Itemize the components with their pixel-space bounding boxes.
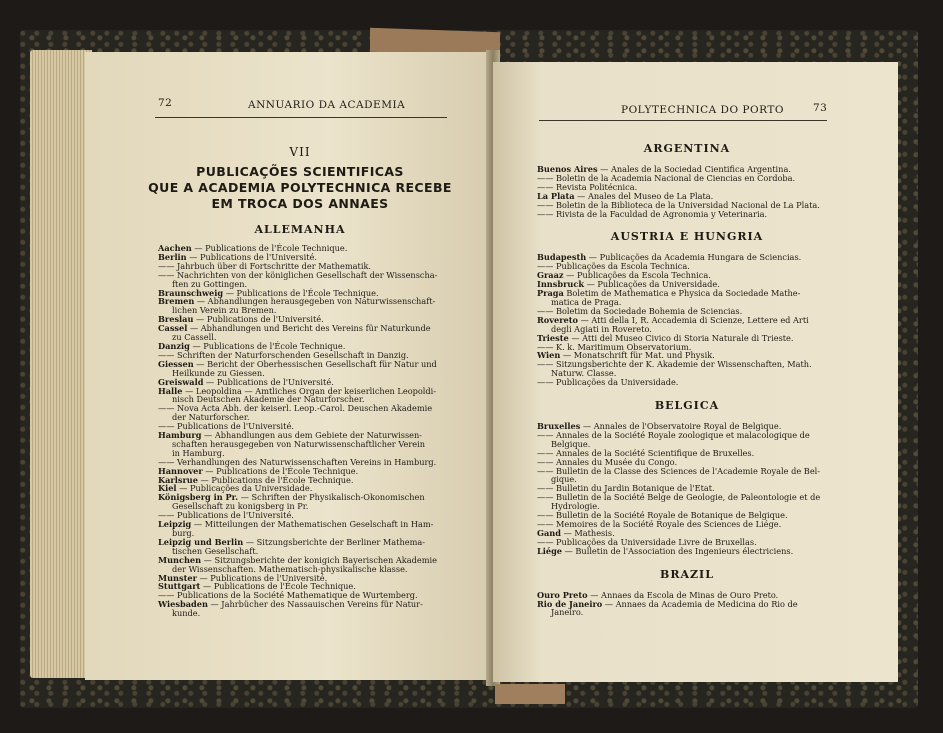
entry-place: Königsberg in Pr. [158,492,239,503]
entry-text: —— Rivista de la Faculdad de Agronomia y Veterinaria. [537,208,768,219]
entry-place: Braunschweig [158,287,224,298]
page-number: 72 [158,97,173,109]
entry-text: —— Publicações da Universidade Livre de Bruxellas. [537,536,757,547]
running-head: ANNUARIO DA ACADEMIA [248,99,406,111]
entry [158,520,437,529]
entry-place: Praga [537,288,564,299]
entry-place: Liége [537,545,563,556]
entry-place: Graaz [537,270,564,281]
running-head: POLYTECHNICA DO PORTO [621,104,784,116]
entry-place: Wien [537,350,561,361]
left-page [85,52,493,680]
entry-place: Munster [158,572,197,583]
entry-text: — Mitteilungen der Mathematischen Geselschaft in Ham- [191,519,434,530]
entry-text: — Publicações da Universidade. [584,279,720,290]
entry-text: —— Nachrichten von der königlichen Gesellschaft der Wissenscha- [158,269,438,280]
entry-place: La Plata [537,190,575,201]
entry-list [537,422,837,556]
entry-text: — Publications de l'Université. [186,251,317,262]
entry-continuation: ften zu Gottingen. [172,278,248,289]
entry-text: — Publications de l'Université. [203,376,334,387]
entry-continuation: Heilkunde zu Giessen. [172,367,265,378]
page-number: 73 [813,102,828,114]
entry-place: Leipzig [158,519,192,530]
entry-place: Buenos Aires [537,164,598,174]
entry-continuation: Belgique. [551,438,591,449]
entry-place: Aachen [158,243,192,253]
page-edges [30,50,92,678]
section-title-line: PUBLICAÇÕES SCIENTIFICAS [196,164,404,179]
entry-text: Boletim de Mathematica e Physica da Sociedade Mathe- [563,288,801,299]
entry-place: Cassel [158,323,188,334]
entry-text: —— Annales de la Société Scientifique de Bruxelles. [537,447,755,458]
entry-text: —— Schriften der Naturforschenden Gesellschaft in Danzig. [158,349,409,360]
entry-text: —— Annales du Musée du Congo. [537,456,678,467]
entry-continuation: gique. [551,474,577,485]
entry-place: Danzig [158,340,190,351]
entry-place: Bruxelles [537,421,581,432]
entry-text: — Bulletin de l'Association des Ingenieurs électriciens. [562,545,794,556]
entry-place: Hannover [158,465,203,476]
entry-place: Giessen [158,358,194,369]
right-page [493,62,898,682]
entry-text: — Publications de l'École Technique. [197,474,354,485]
entry-text: — Publications de l'École Technique. [223,287,379,298]
entry-text: — Publications de l'École Technique. [189,340,346,351]
entry-text: — Atti della I, R. Accademia di Scienze, Lettere ed Arti [578,314,809,325]
country-heading: ALLEMANHA [254,223,346,236]
entry-continuation: zu Cassell. [172,332,217,343]
entry-text: —— Jahrbuch über di Fortschritte der Mathematik. [158,260,372,271]
head-rule [155,117,447,118]
entry-place: Wiesbaden [158,599,208,610]
entry-list [537,591,837,618]
entry-text: — Abhandlungen und Bericht des Vereins für Naturkunde [187,323,431,334]
entry-text: — Publications de l'École Technique. [202,465,359,476]
entry-text: — Publicações da Escola Technica. [563,270,711,281]
entry-place: Karlsrue [158,474,198,485]
country-heading: ARGENTINA [643,142,731,155]
entry-text: — Publications de l'École Technique. [191,243,348,253]
entry-place: Innsbruck [537,279,584,290]
entry-continuation: schaften herausgegeben von Naturwissenschaftlicher Verein [172,438,425,449]
entry-text: —— Sitzungsberichte der K. Akademie der Wissenschaften, Math. [537,359,812,370]
entry-place: Leipzig und Berlin [158,536,244,547]
entry-text: — Leopoldina — Amtliches Organ der keiserlichen Leopoldi- [182,385,437,396]
entry-place: Budapesth [537,252,587,263]
entry-list [537,165,837,218]
entry-continuation: der Wissenschaften. Mathematisch-physikalische klasse. [172,563,408,574]
entry-text: —— Boletin de la Biblioteca de la Universidad Nacional de La Plata. [537,199,820,210]
entry-text: —— Bulletin de la Classe des Sciences de l'Academie Royale de Bel- [537,465,821,476]
entry-text: — Publications de l'École Technique. [200,581,356,592]
entry-text: —— Bulletin de la Société Belge de Geologie, de Paleontologie et de [537,492,821,503]
entry-continuation: in Hamburg. [172,447,225,458]
entry-continuation: burg. [172,528,195,538]
country-heading: BRAZIL [660,567,714,581]
entry-place: Ouro Preto [537,589,588,600]
entry-text: —— Boletim da Sociedade Bohemia de Sciencias. [537,305,743,316]
entry-continuation: Naturw. Classe. [551,368,617,379]
head-rule [539,120,827,121]
section-number: VII [289,145,311,159]
entry-list [537,253,837,387]
entry-continuation: Hydrologie. [551,501,600,512]
entry-place: Rovereto [537,314,578,325]
entry-text: —— K. k. Maritimum Observatorium. [537,341,692,352]
entry-text: — Annales de l'Observatoire Royal de Belgique. [580,421,782,432]
entry-text: — Abhandlungen aus dem Gebiete der Naturwissen- [201,430,423,441]
entry-text: —— Publications de l'Université. [158,421,294,432]
entry-text: —— Publications de la Société Mathematique de Wurtemberg. [158,590,418,601]
entry-text: — Atti del Museo Civico di Storia Naturale di Trieste. [568,332,794,343]
country-heading: BELGICA [654,399,720,413]
entry-text: — Abhandlungen herausgegeben von Naturwissenschaft- [194,296,436,307]
entry-continuation: tischen Gesellschaft. [172,545,259,556]
entry-place: Berlin [158,251,187,262]
entry-text: — Annaes da Escola de Minas de Ouro Preto. [587,589,779,600]
section-title [145,164,455,212]
entry-text: —— Annales de la Société Royale zoologique et malacologique de [537,429,810,440]
entry-place: Halle [158,385,183,396]
entry-text: — Publicações da Universidade. [176,483,313,494]
entry-continuation: der Naturforscher. [172,412,250,423]
entry-text: — Schriften der Physikalisch-Okonomischen [238,492,425,503]
entry-text: — Sitzungsberichte der konigich Bayerischen Akademie [201,554,437,565]
entry-text: —— Memoires de la Société Royale des Sciences de Liége. [537,519,782,529]
entry-text: —— Boletin de la Academia Nacional de Ciencias en Cordoba. [537,172,796,183]
entry-place: Hamburg [158,430,202,441]
entry-place: Rio de Janeiro [537,598,603,609]
entry-place: Bremen [158,296,195,307]
entry-text: —— Publications de l'Université. [158,510,294,521]
entry-text: — Mathesis. [560,527,615,538]
entry-continuation: Janeiro. [551,607,584,618]
entry-text: — Jahrbücher des Nassauischen Vereins für Natur- [207,599,423,610]
entry-continuation: lichen Verein zu Bremen. [172,305,277,316]
entry-list [158,244,437,618]
entry-text: —— Nova Acta Abh. der keiserl. Leop.-Carol. Deuschen Akademie [158,403,433,414]
entry [537,547,837,556]
entry [537,210,837,219]
entry [537,378,837,387]
entry-text: — Annaes da Academia de Medicina do Rio de [602,598,798,609]
entry-text: — Publicações da Academia Hungara de Sciencias. [586,252,802,263]
entry-place: Trieste [537,332,569,343]
entry-continuation: nisch Deutschen Akademie der Naturforscher. [172,394,365,405]
entry-place: Kiel [158,483,177,494]
entry-text: — Bericht der Oberhessischen Gesellschaft für Natur und [193,358,437,369]
entry-text: — Anales del Museo de La Plata. [574,190,714,201]
entry [537,467,837,476]
entry-text: —— Publicações da Escola Technica. [537,261,690,272]
entry-text: — Monatschrift für Mat. und Physik. [560,350,715,361]
entry-text: —— Revista Politécnica. [537,181,638,192]
entry-place: Stuttgart [158,581,201,592]
entry-place: Munchen [158,554,202,565]
entry-text: — Anales de la Sociedad Cientifica Argentina. [597,164,791,174]
section-title-line: EM TROCA DOS ANNAES [211,196,389,211]
country-heading: AUSTRIA E HUNGRIA [610,230,764,244]
entry-text: —— Verhandlungen des Naturwissenschaften Vereins in Hamburg. [158,456,437,467]
entry-place: Greiswald [158,376,204,387]
entry-continuation: Gesellschaft zu konigsberg in Pr. [172,501,309,512]
entry-text: —— Bulletin de la Société Royale de Botanique de Belgique. [537,510,788,521]
entry-continuation: kunde. [172,608,201,619]
section-title-line: QUE A ACADEMIA POLYTECHNICA RECEBE [148,180,452,195]
entry-text: — Sitzungsberichte der Berliner Mathema- [243,536,425,547]
spine-tab [495,684,565,704]
entry-text: —— Publicações da Universidade. [537,377,679,388]
entry-continuation: matica de Praga. [551,296,622,307]
entry-text: — Publications de l'Université. [196,572,328,583]
entry-text: — Publications de l'Université. [193,314,324,325]
entry-text: —— Bulletin du Jardin Botanique de l'Etat. [537,483,715,494]
entry-continuation: degli Agiati in Rovereto. [551,323,652,334]
country-sections [537,142,837,617]
entry-place: Gand [537,527,561,538]
entry-place: Breslau [158,314,194,325]
